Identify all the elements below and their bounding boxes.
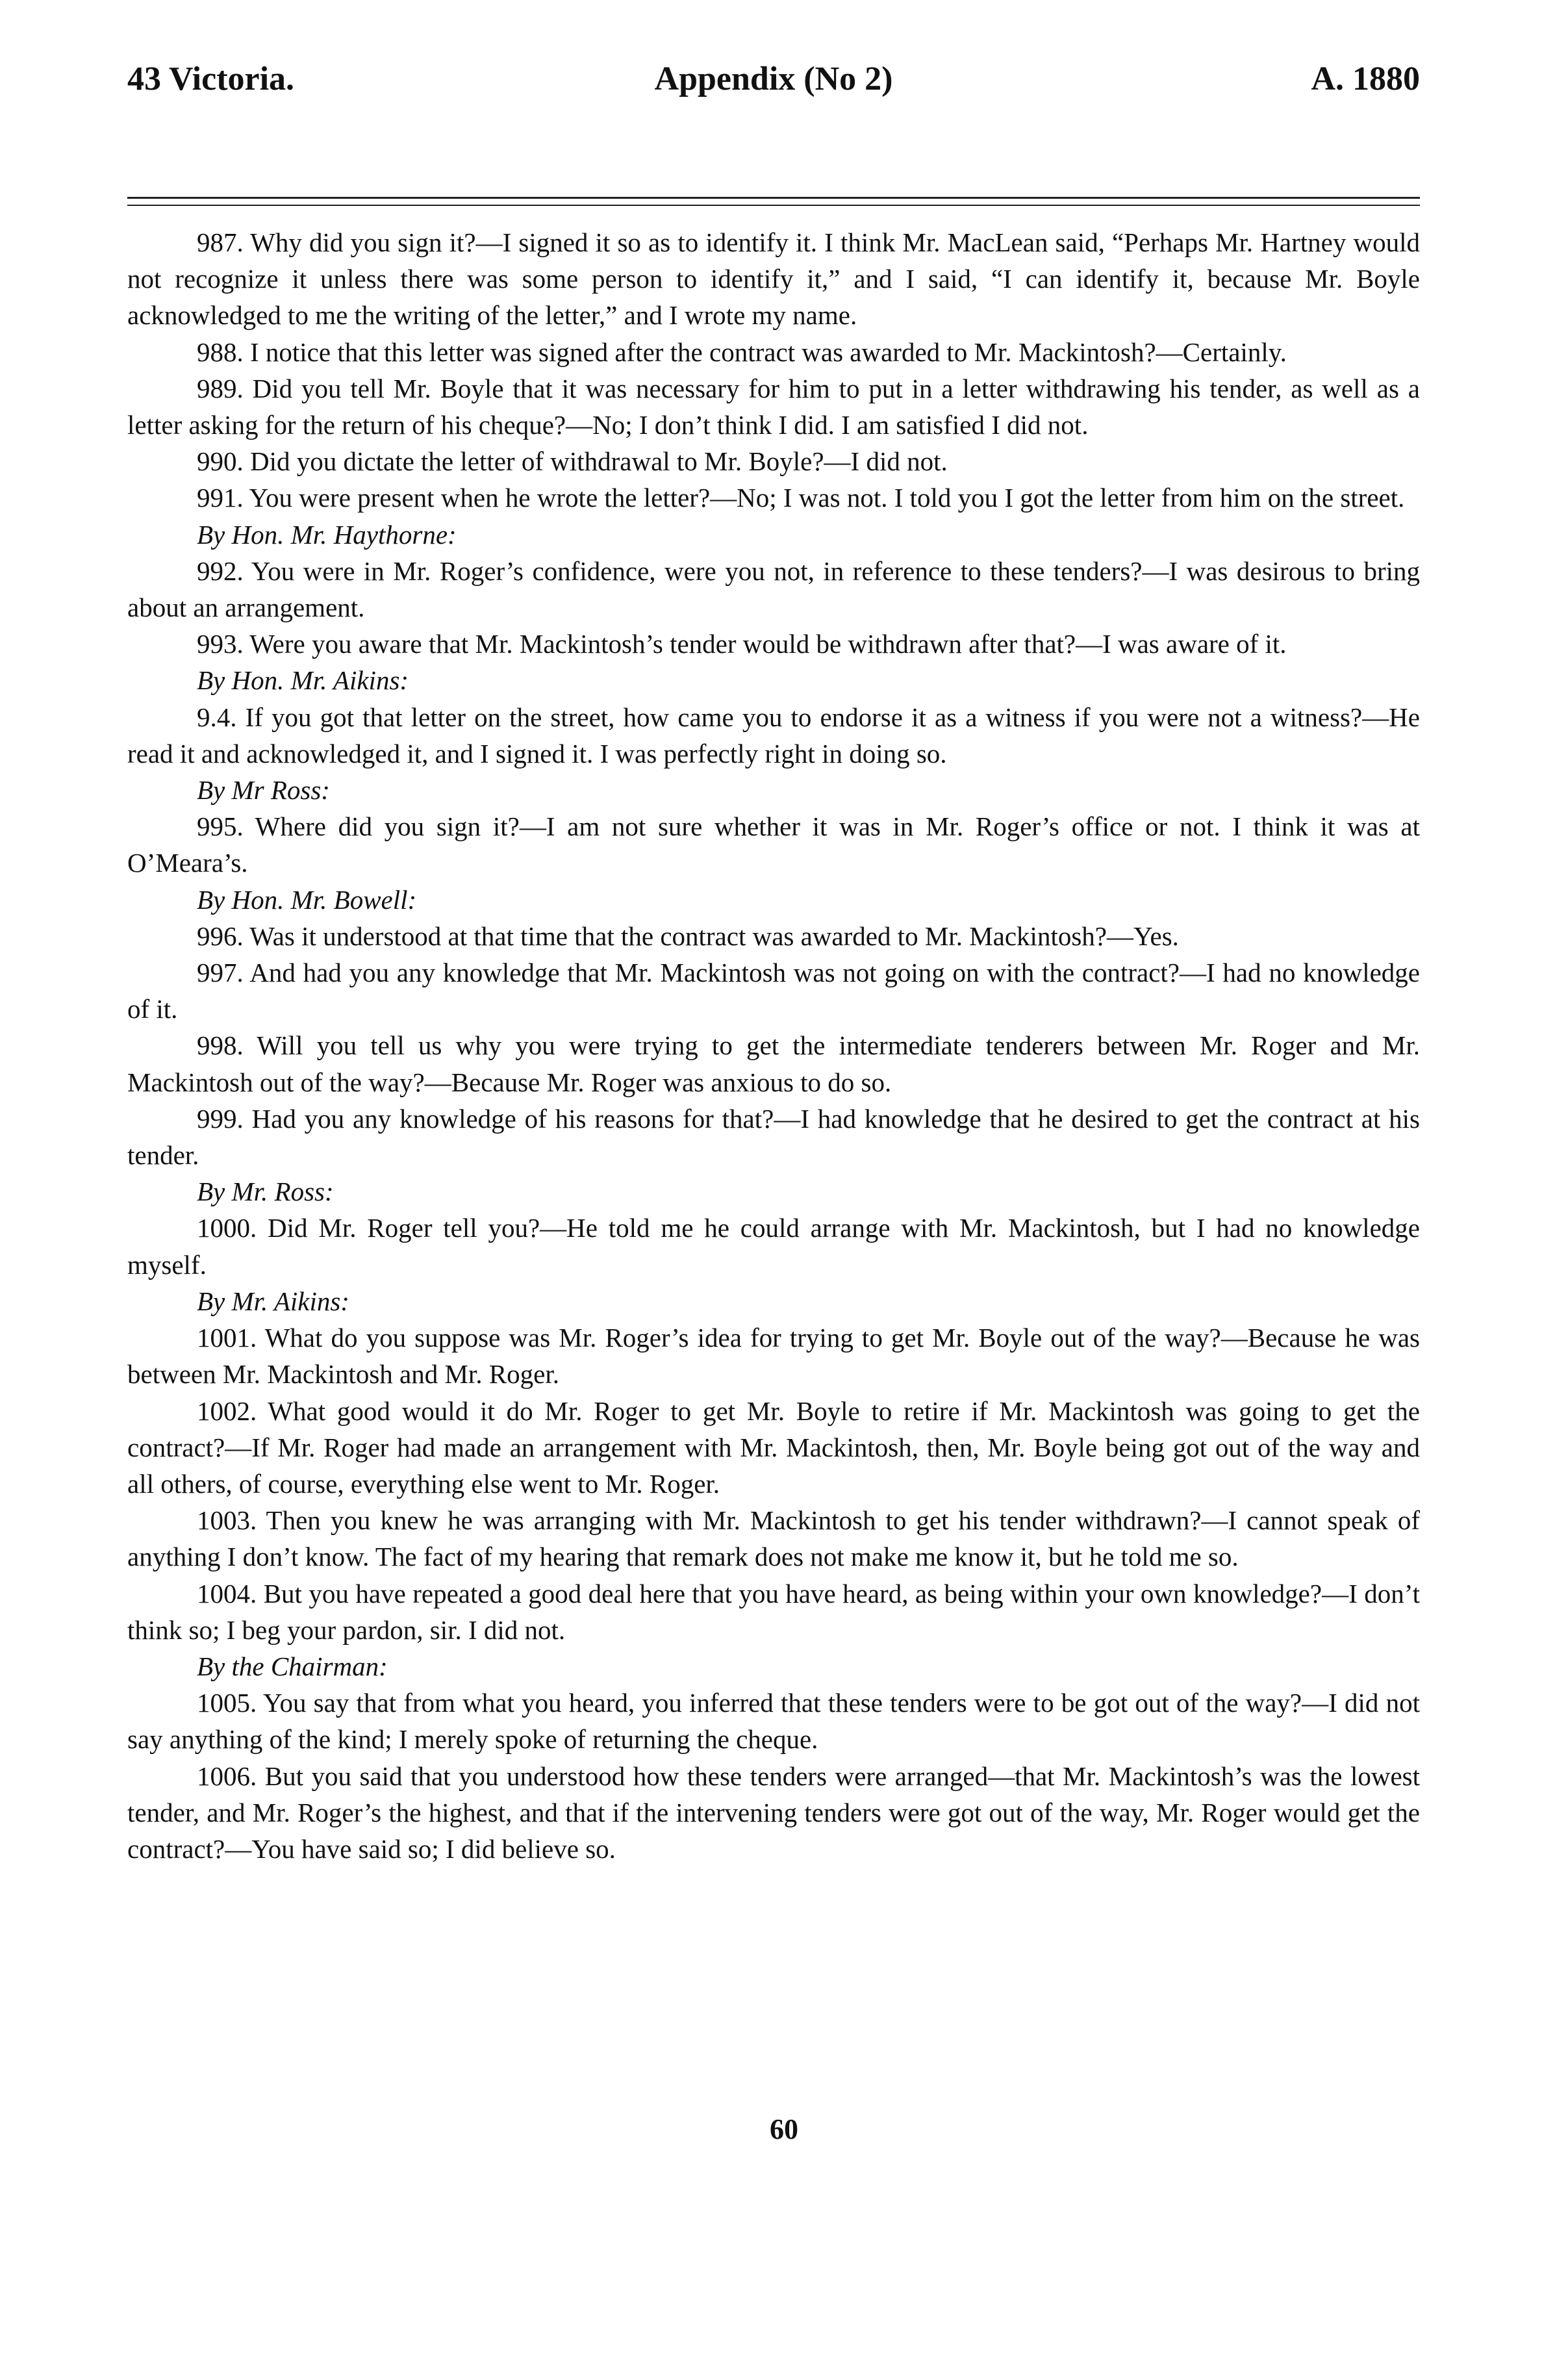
question-answer-paragraph: 1004. But you have repeated a good deal here that you have heard, as being within your own knowledge?—I don’t think so; I beg your pardon, sir. I did not. [127,1578,1420,1645]
question-answer-paragraph: 991. You were present when he wrote the letter?—No; I was not. I told you I got the letter from him on the street. [197,483,1405,513]
question-answer-paragraph: 987. Why did you sign it?—I signed it so as to identify it. I think Mr. MacLean said, “Perhaps Mr. Hartney would not recognize it unless there was some person to identify it,” and I said, “I can identify it, because Mr. Boyle acknowledged to me the writing of the letter,” and I wrote my name. [127,227,1420,331]
examiner-byline: By Mr. Ross: [197,1177,334,1207]
question-answer-paragraph: 992. You were in Mr. Roger’s confidence, were you not, in reference to these tenders?—I was desirous to bring about an arrangement. [127,555,1420,623]
question-answer-paragraph: 993. Were you aware that Mr. Mackintosh’s tender would be withdrawn after that?—I was aware of it. [197,629,1287,659]
question-answer-paragraph: 997. And had you any knowledge that Mr. Mackintosh was not going on with the contract?—I had no knowledge of it. [127,958,1420,1024]
question-answer-paragraph: 990. Did you dictate the letter of withdrawal to Mr. Boyle?—I did not. [197,446,948,477]
page-number: 60 [770,2113,798,2145]
page-body [127,224,1420,1867]
examiner-byline: By Mr Ross: [197,775,330,806]
question-answer-paragraph: 1001. What do you suppose was Mr. Roger’s idea for trying to get Mr. Boyle out of the way?—Because he was between Mr. Mackintosh and Mr. Roger. [127,1323,1420,1390]
question-answer-paragraph: 9.4. If you got that letter on the street, how came you to endorse it as a witness if you were not a witness?—He read it and acknowledged it, and I signed it. I was perfectly right in doing so. [127,702,1420,769]
examiner-byline: By Mr. Aikins: [197,1286,349,1316]
header-rule-thick [127,197,1420,199]
question-answer-paragraph: 988. I notice that this letter was signed after the contract was awarded to Mr. Mackintosh?—Certainly. [197,337,1287,367]
examiner-byline: By Hon. Mr. Aikins: [197,665,409,696]
question-answer-paragraph: 1003. Then you knew he was arranging with Mr. Mackintosh to get his tender withdrawn?—I cannot speak of anything I don’t know. The fact of my hearing that remark does not make me know it, but he told me so. [127,1505,1420,1572]
running-header [127,60,1420,118]
question-answer-paragraph: 1000. Did Mr. Roger tell you?—He told me he could arrange with Mr. Mackintosh, but I had no knowledge myself. [127,1213,1420,1280]
header-year: A. 1880 [1311,60,1420,97]
question-answer-paragraph: 989. Did you tell Mr. Boyle that it was necessary for him to put in a letter withdrawing his tender, as well as a letter asking for the return of his cheque?—No; I don’t think I did. I am satisfied I did not. [127,373,1420,440]
question-answer-paragraph: 998. Will you tell us why you were trying to get the intermediate tenderers between Mr. Roger and Mr. Mackintosh out of the way?—Because Mr. Roger was anxious to do so. [127,1030,1420,1097]
examiner-byline: By Hon. Mr. Haythorne: [197,519,457,550]
examiner-byline: By the Chairman: [197,1651,388,1681]
header-rule-thin [127,205,1420,206]
header-session: 43 Victoria. [127,60,295,97]
examiner-byline: By Hon. Mr. Bowell: [197,884,417,915]
question-answer-paragraph: 999. Had you any knowledge of his reasons for that?—I had knowledge that he desired to get the contract at his tender. [127,1103,1420,1171]
question-answer-paragraph: 996. Was it understood at that time that the contract was awarded to Mr. Mackintosh?—Yes. [197,921,1179,951]
question-answer-paragraph: 1002. What good would it do Mr. Roger to get Mr. Boyle to retire if Mr. Mackintosh was going to get the contract?—If Mr. Roger had made an arrangement with Mr. Mackintosh, then, Mr. Boyle being got out of the way and all others, of course, everything else went to Mr. Roger. [127,1395,1420,1499]
header-appendix: Appendix (No 2) [654,60,893,97]
question-answer-paragraph: 1006. But you said that you understood how these tenders were arranged—that Mr. Mackintosh’s was the lowest tender, and Mr. Roger’s the highest, and that if the intervening tenders were got out of the way, Mr. Roger would get the contract?—You have said so; I did believe so. [127,1761,1420,1864]
question-answer-paragraph: 1005. You say that from what you heard, you inferred that these tenders were to be got out of the way?—I did not say anything of the kind; I merely spoke of returning the cheque. [127,1688,1420,1755]
question-answer-paragraph: 995. Where did you sign it?—I am not sure whether it was in Mr. Roger’s office or not. I think it was at O’Meara’s. [127,811,1420,878]
